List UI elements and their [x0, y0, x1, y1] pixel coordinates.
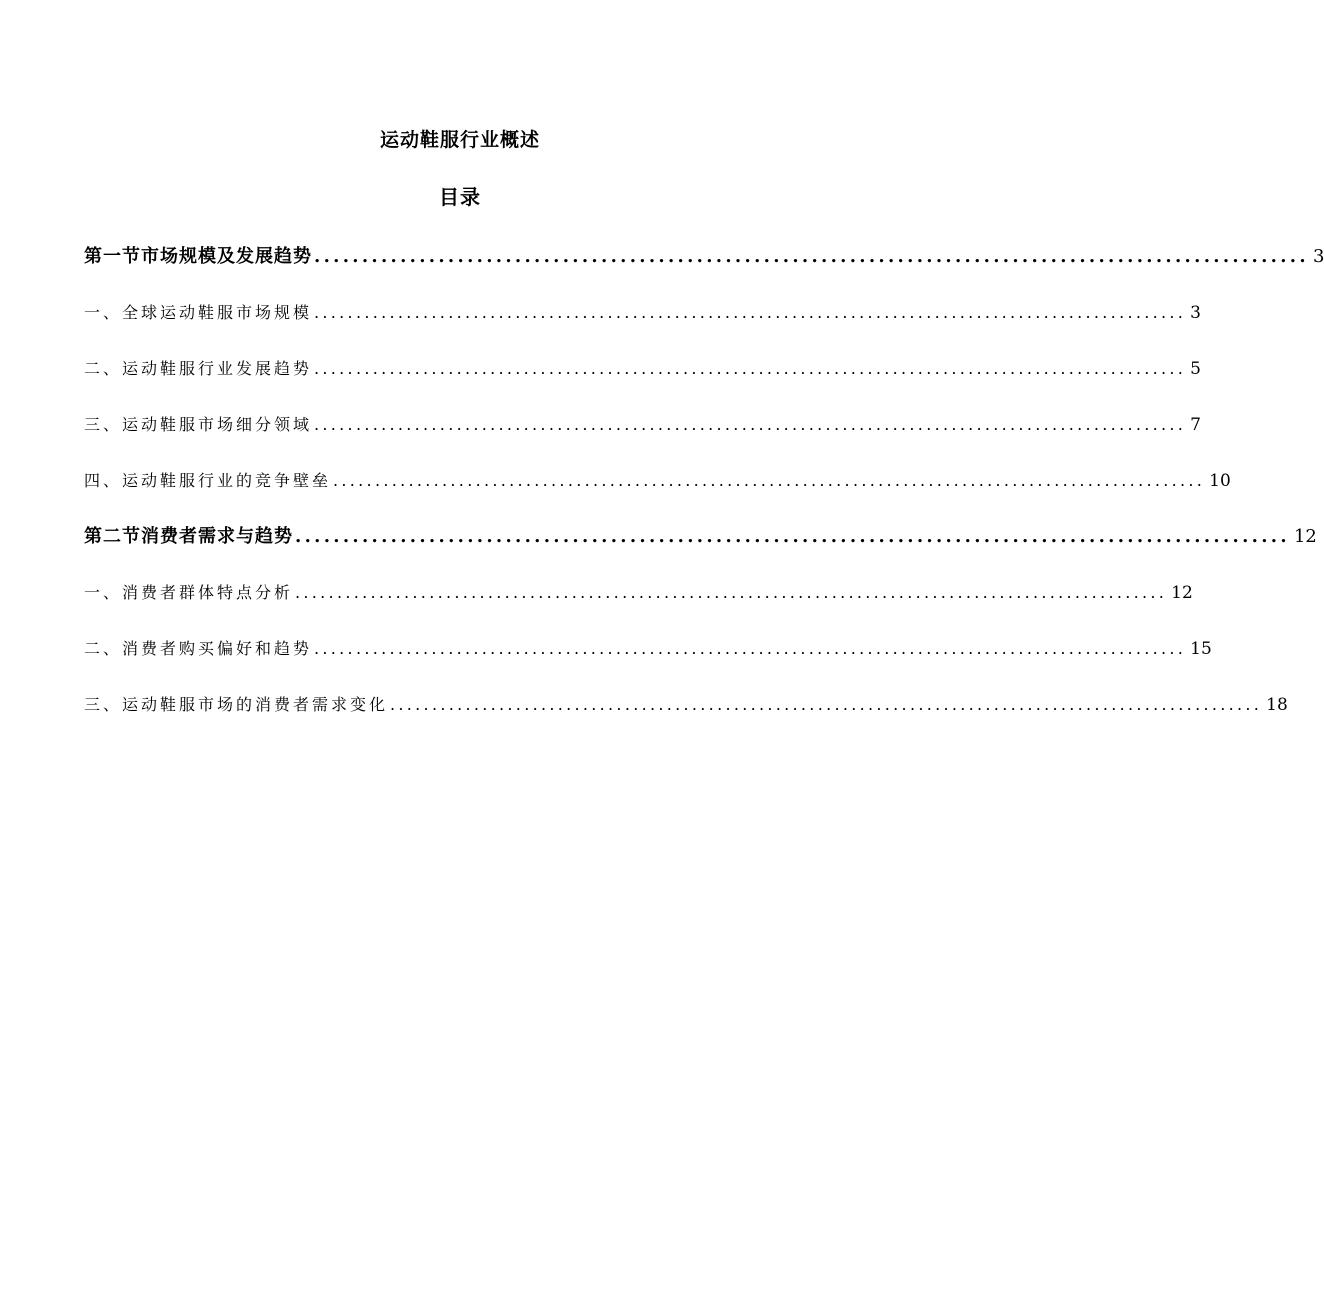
toc-entry-2-3[interactable] — [84, 688, 1288, 718]
toc-entry-label: 第二节消费者需求与趋势 — [84, 526, 293, 547]
toc-entry-section-2[interactable] — [84, 520, 1317, 550]
dot-leader: ........................................................................................................ — [314, 359, 1187, 378]
toc-entry-label: 二、运动鞋服行业发展趋势 — [84, 359, 313, 378]
dot-leader: ........................................................................................................ — [314, 303, 1187, 322]
toc-entry-page: 12 — [1171, 583, 1193, 603]
dot-leader: ........................................................................................................ — [390, 695, 1263, 714]
toc-entry-label: 三、运动鞋服市场细分领域 — [84, 415, 313, 434]
toc-entry-page: 18 — [1266, 695, 1288, 715]
toc-heading: 目录 — [439, 185, 481, 209]
toc-entry-1-2[interactable] — [84, 352, 1201, 382]
toc-entry-page: 5 — [1190, 359, 1201, 379]
toc-entry-label: 第一节市场规模及发展趋势 — [84, 246, 312, 267]
dot-leader: ........................................................................................................ — [314, 415, 1187, 434]
toc-entry-page: 15 — [1190, 639, 1212, 659]
toc-entry-2-2[interactable] — [84, 632, 1212, 662]
toc-entry-page: 3 — [1312, 246, 1324, 267]
toc-entry-label: 三、运动鞋服市场的消费者需求变化 — [84, 695, 389, 714]
toc-entry-page: 10 — [1209, 471, 1231, 491]
toc-entry-label: 二、消费者购买偏好和趋势 — [84, 639, 313, 658]
toc-entry-2-1[interactable] — [84, 576, 1193, 606]
toc-entry-1-4[interactable] — [84, 464, 1231, 494]
toc-entry-label: 一、全球运动鞋服市场规模 — [84, 303, 313, 322]
toc-entry-1-1[interactable] — [84, 296, 1201, 326]
dot-leader: ........................................................................................................ — [314, 246, 1309, 267]
dot-leader: ........................................................................................................ — [333, 471, 1206, 490]
toc-entry-section-1[interactable] — [84, 240, 1324, 270]
dot-leader: ........................................................................................................ — [314, 639, 1187, 658]
toc-entry-1-3[interactable] — [84, 408, 1201, 438]
toc-entry-label: 四、运动鞋服行业的竞争壁垒 — [84, 471, 332, 490]
toc-entry-page: 3 — [1190, 303, 1201, 323]
document-title: 运动鞋服行业概述 — [379, 129, 540, 151]
dot-leader: ........................................................................................................ — [295, 583, 1168, 602]
toc-entry-page: 12 — [1293, 526, 1317, 547]
dot-leader: ........................................................................................................ — [295, 526, 1290, 547]
toc-entry-page: 7 — [1190, 415, 1201, 435]
toc-entry-label: 一、消费者群体特点分析 — [84, 583, 294, 602]
